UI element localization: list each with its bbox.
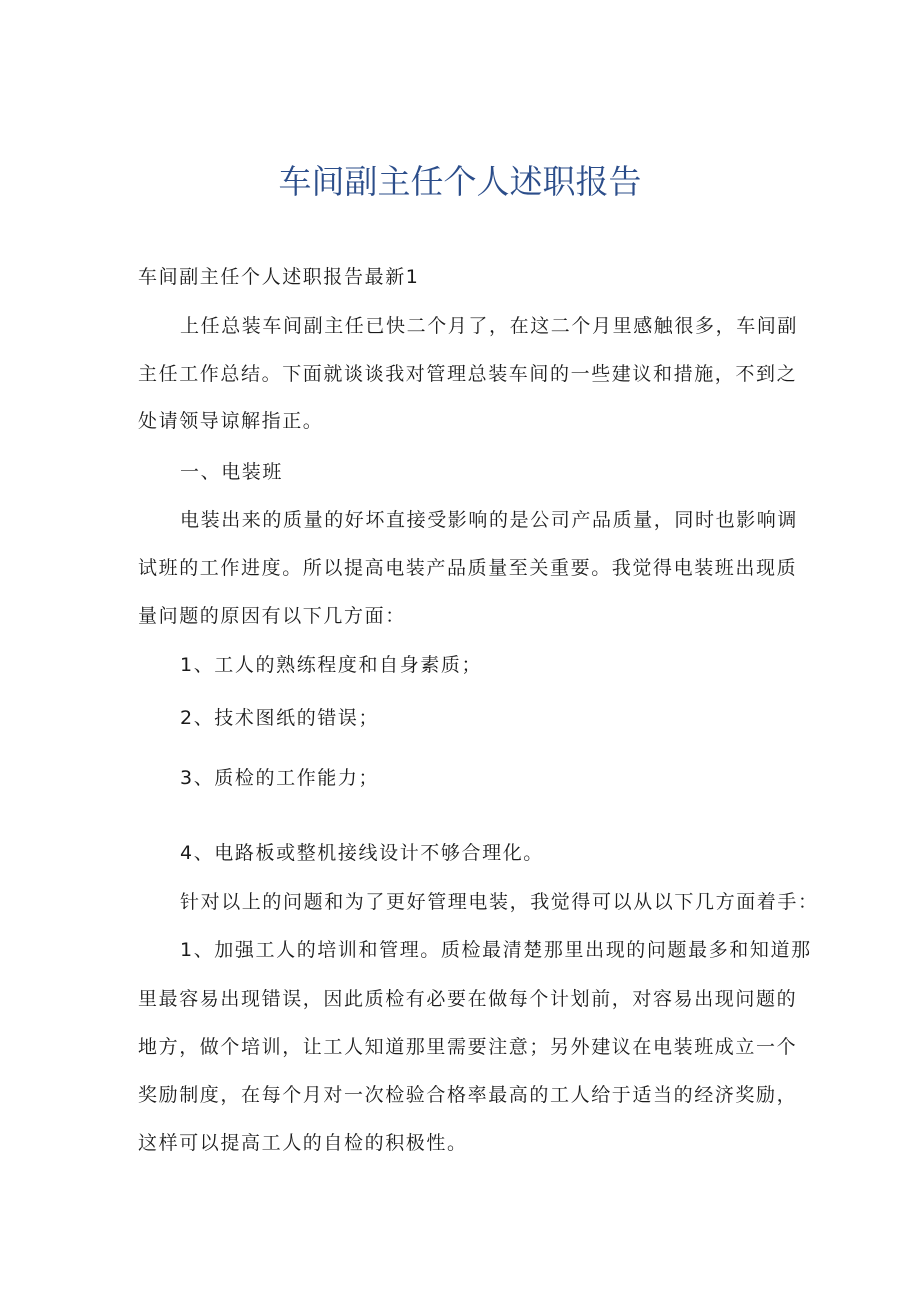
- section-heading: 一、电装班: [180, 461, 284, 483]
- document-subtitle: 车间副主任个人述职报告最新1: [138, 266, 420, 288]
- paragraph-line: 针对以上的问题和为了更好管理电装，我觉得可以从以下几方面着手：: [180, 891, 819, 913]
- paragraph-line: 处请领导谅解指正。: [138, 410, 324, 432]
- paragraph-line: 1、加强工人的培训和管理。质检最清楚那里出现的问题最多和知道那: [180, 939, 812, 961]
- document-title: 车间副主任个人述职报告: [278, 162, 642, 201]
- paragraph-line: 里最容易出现错误，因此质检有必要在做每个计划前，对容易出现问题的: [138, 988, 798, 1010]
- paragraph-line: 量问题的原因有以下几方面：: [138, 605, 406, 627]
- paragraph-line: 试班的工作进度。所以提高电装产品质量至关重要。我觉得电装班出现质: [138, 557, 798, 579]
- list-item: 2、技术图纸的错误；: [180, 707, 380, 729]
- list-item: 3、质检的工作能力；: [180, 767, 380, 789]
- paragraph-line: 电装出来的质量的好坏直接受影响的是公司产品质量，同时也影响调: [180, 509, 799, 531]
- paragraph-line: 主任工作总结。下面就谈谈我对管理总装车间的一些建议和措施，不到之: [138, 363, 798, 385]
- paragraph-line: 上任总装车间副主任已快二个月了，在这二个月里感触很多，车间副: [180, 315, 799, 337]
- paragraph-line: 这样可以提高工人的自检的积极性。: [138, 1132, 468, 1154]
- paragraph-line: 奖励制度，在每个月对一次检验合格率最高的工人给于适当的经济奖励，: [138, 1084, 798, 1106]
- list-item: 4、电路板或整机接线设计不够合理化。: [180, 842, 544, 864]
- paragraph-line: 地方，做个培训，让工人知道那里需要注意；另外建议在电装班成立一个: [138, 1036, 798, 1058]
- list-item: 1、工人的熟练程度和自身素质；: [180, 654, 483, 676]
